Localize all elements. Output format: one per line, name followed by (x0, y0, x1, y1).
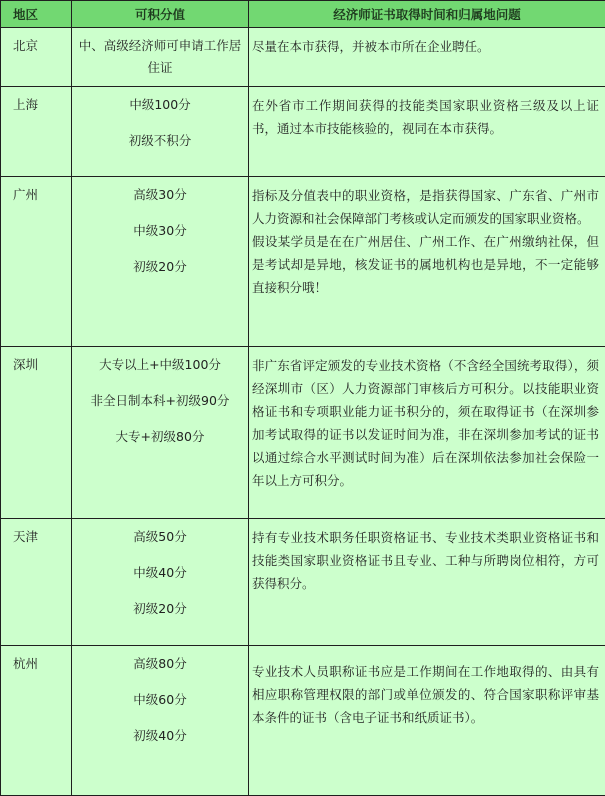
table-row (1, 87, 605, 177)
points-cell (72, 87, 249, 177)
table-row (1, 347, 605, 519)
points-value: 初级20分 (76, 598, 244, 620)
points-value: 中级100分 (76, 94, 244, 116)
points-value: 高级50分 (76, 526, 244, 548)
header-row (1, 1, 605, 28)
points-cell (72, 177, 249, 347)
points-cell (72, 347, 249, 519)
rules-cell (249, 347, 605, 519)
points-value: 大专以上+中级100分 (76, 354, 244, 376)
points-value: 高级30分 (76, 184, 244, 206)
table-row (1, 519, 605, 646)
points-value: 中级40分 (76, 562, 244, 584)
points-cell (72, 28, 249, 87)
rules-cell (249, 646, 605, 796)
points-cell (72, 519, 249, 646)
points-value: 非全日制本科+初级90分 (76, 390, 244, 412)
points-cell (72, 646, 249, 796)
header-points: 可积分值 (72, 1, 249, 28)
rules-paragraph: 专业技术人员职称证书应是工作期间在工作地取得的、由具有相应职称管理权限的部门或单位颁发的、符合国家职称评审基本条件的证书（含电子证书和纸质证书）。 (252, 653, 599, 729)
rules-cell (249, 28, 605, 87)
rules-cell (249, 87, 605, 177)
points-value: 初级不积分 (76, 130, 244, 152)
rules-paragraph: 假设某学员是在在广州居住、广州工作、在广州缴纳社保，但是考试却是异地，核发证书的属地机构也是异地，不一定能够直接积分哦！ (252, 230, 599, 299)
points-value: 中、高级经济师可申请工作居住证 (76, 35, 244, 79)
rules-paragraph: 非广东省评定颁发的专业技术资格（不含经全国统考取得），须经深圳市（区）人力资源部门审核后方可积分。以技能职业资格证书和专项职业能力证书积分的，须在取得证书（在深圳参加考试取得的证书以发证时间为准，非在深圳参加考试的证书以通过综合水平测试时间为准）后在深圳依法参加社会保险一年以上方可积分。 (252, 354, 599, 492)
table-row (1, 28, 605, 87)
points-value: 中级30分 (76, 220, 244, 242)
table-row (1, 177, 605, 347)
region-cell: 北京 (1, 28, 72, 87)
rules-cell (249, 177, 605, 347)
points-value: 初级40分 (76, 725, 244, 747)
points-value: 大专+初级80分 (76, 426, 244, 448)
points-value: 中级60分 (76, 689, 244, 711)
rules-paragraph: 指标及分值表中的职业资格，是指获得国家、广东省、广州市人力资源和社会保障部门考核或认定而颁发的国家职业资格。 (252, 184, 599, 230)
rules-cell (249, 519, 605, 646)
region-cell: 广州 (1, 177, 72, 347)
points-value: 高级80分 (76, 653, 244, 675)
points-value: 初级20分 (76, 256, 244, 278)
header-region: 地区 (1, 1, 72, 28)
header-rules: 经济师证书取得时间和归属地问题 (249, 1, 605, 28)
region-cell: 上海 (1, 87, 72, 177)
rules-paragraph: 尽量在本市获得，并被本市所在企业聘任。 (252, 35, 599, 58)
rules-paragraph: 持有专业技术职务任职资格证书、专业技术类职业资格证书和技能类国家职业资格证书且专业、工种与所聘岗位相符，方可获得积分。 (252, 526, 599, 595)
region-cell: 天津 (1, 519, 72, 646)
region-cell: 杭州 (1, 646, 72, 796)
rules-paragraph: 在外省市工作期间获得的技能类国家职业资格三级及以上证书，通过本市技能核验的，视同在本市获得。 (252, 94, 599, 140)
table-row (1, 646, 605, 796)
region-cell: 深圳 (1, 347, 72, 519)
